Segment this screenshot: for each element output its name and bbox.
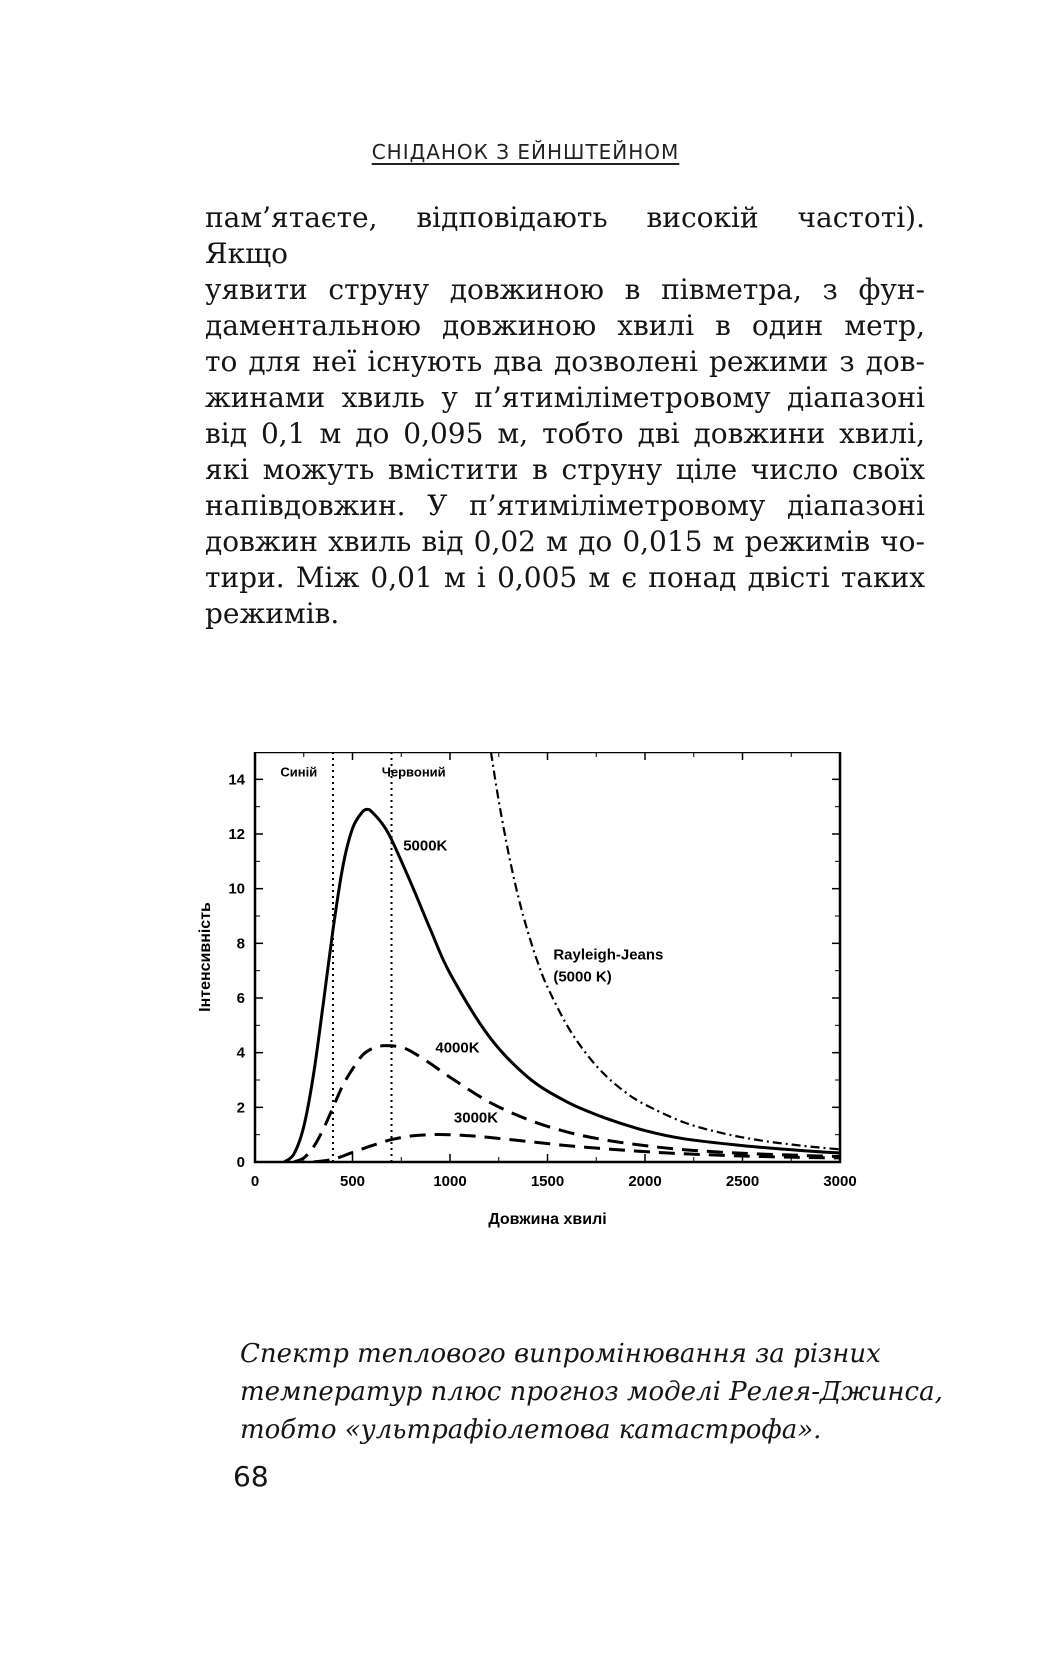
label-blue: Синій (280, 764, 318, 780)
y-tick-label: 14 (228, 771, 245, 789)
x-tick-label: 1000 (433, 1173, 467, 1190)
body-paragraph (205, 200, 925, 632)
blackbody-spectrum-chart (190, 752, 910, 1252)
body-line: режимів. (205, 597, 340, 630)
body-line: пам’ятаєте, відповідають високій частоті). Якщо (205, 201, 925, 270)
x-tick-label: 1500 (530, 1173, 565, 1190)
y-tick-label: 8 (236, 935, 245, 953)
label-4000k: 4000K (435, 1039, 480, 1057)
label-red: Червоний (381, 764, 446, 780)
label-rayleigh-jeans: Rayleigh-Jeans (553, 946, 664, 964)
y-tick-label: 10 (228, 880, 245, 898)
label-rayleigh-jeans-temp: (5000 K) (553, 968, 612, 986)
body-line: тири. Між 0,01 м і 0,005 м є понад двісті таких (205, 561, 925, 594)
x-tick-label: 2500 (725, 1173, 760, 1190)
page-number: 68 (233, 1460, 269, 1493)
caption-line: тобто «ультрафіолетова катастрофа». (240, 1415, 822, 1445)
y-tick-label: 4 (236, 1044, 245, 1062)
label-5000k: 5000K (403, 837, 448, 855)
running-head: СНІДАНОК З ЕЙНШТЕЙНОМ (371, 140, 680, 164)
x-tick-label: 0 (250, 1173, 260, 1190)
x-tick-label: 2000 (628, 1173, 662, 1190)
label-3000k: 3000K (453, 1109, 499, 1127)
body-line: довжин хвиль від 0,02 м до 0,015 м режимів чо- (205, 525, 925, 558)
body-line: даментальною довжиною хвилі в один метр, (205, 309, 925, 342)
body-line: то для неї існують два дозволені режими з дов- (205, 345, 925, 378)
plot-frame (255, 752, 840, 1162)
x-tick-label: 3000 (823, 1173, 857, 1190)
caption-line: температур плюс прогноз моделі Релея-Джинса, (240, 1377, 943, 1407)
y-tick-label: 2 (236, 1099, 245, 1117)
curve-5000k (284, 809, 840, 1162)
x-axis-label: Довжина хвилі (488, 1211, 607, 1228)
body-line: уявити струну довжиною в півметра, з фун- (205, 273, 925, 306)
figure-caption (240, 1335, 943, 1449)
x-tick-label: 500 (339, 1173, 366, 1190)
y-tick-label: 12 (228, 826, 245, 843)
blackbody-spectrum-figure (190, 752, 910, 1242)
y-tick-label: 0 (236, 1154, 245, 1171)
body-line: які можуть вмістити в струну ціле число своїх (205, 453, 925, 486)
body-line: від 0,1 м до 0,095 м, тобто дві довжини хвилі, (205, 417, 925, 450)
body-line: жинами хвиль у п’ятиміліметровому діапазоні (205, 381, 925, 414)
y-axis-label: Інтенсивність (197, 902, 214, 1012)
body-line: напівдовжин. У п’ятиміліметровому діапазоні (205, 489, 925, 522)
caption-line: Спектр теплового випромінювання за різних (240, 1339, 881, 1369)
y-tick-label: 6 (236, 990, 245, 1007)
